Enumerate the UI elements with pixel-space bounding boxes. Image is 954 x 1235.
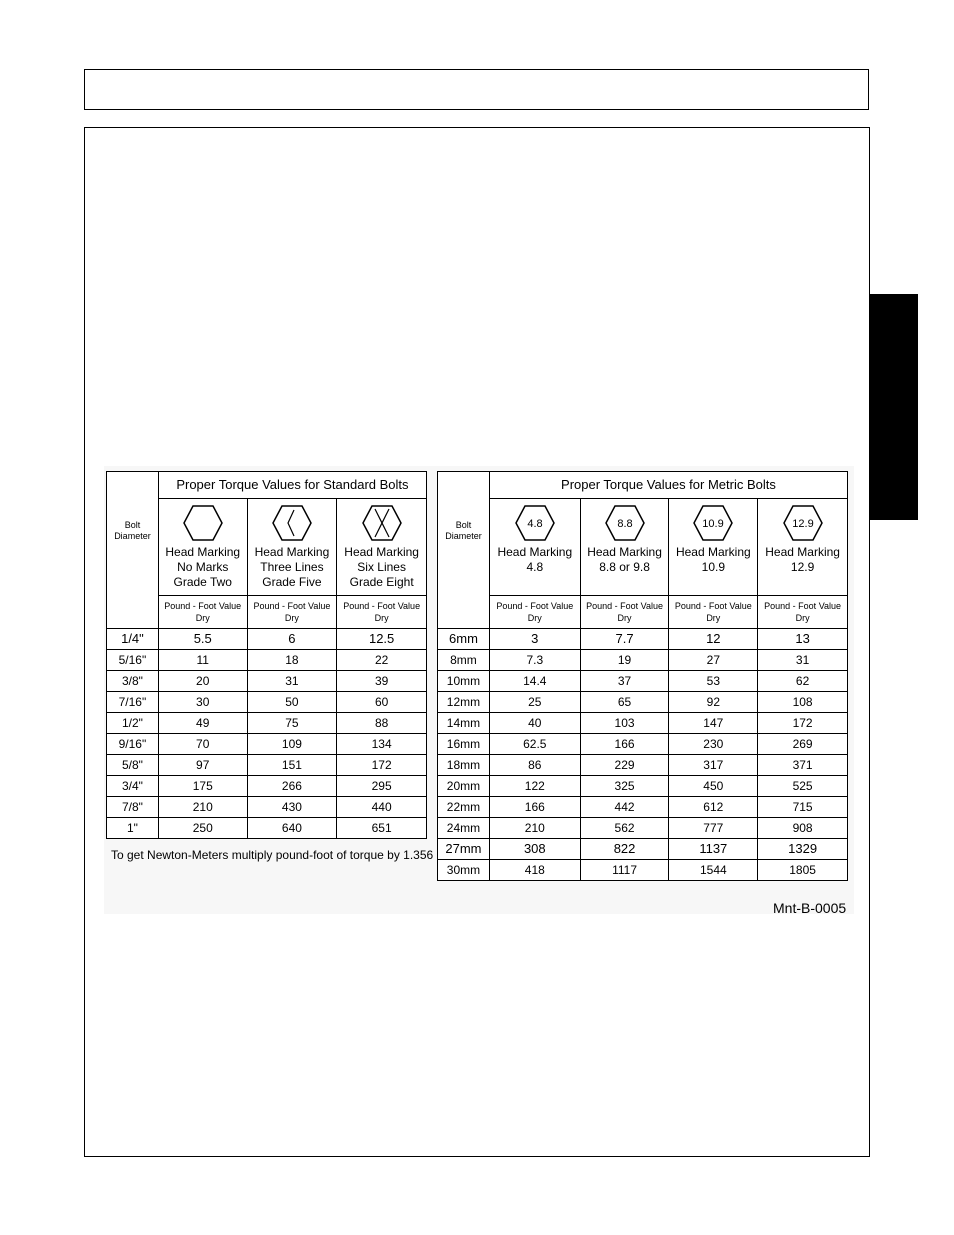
torque-value-cell: 53 — [669, 671, 758, 692]
bolt-size-cell: 1" — [107, 818, 159, 839]
standard-table-body — [107, 629, 427, 839]
torque-value-cell: 229 — [580, 755, 669, 776]
standard-torque-table — [106, 471, 427, 839]
torque-value-cell: 640 — [247, 818, 337, 839]
metric-marking-line: Head Marking — [765, 545, 840, 559]
metric-unit-line: Pound - Foot Value — [586, 601, 663, 611]
torque-value-cell: 20 — [158, 671, 247, 692]
hex-grade-label: 8.8 — [616, 518, 633, 530]
torque-value-cell: 1329 — [758, 839, 848, 860]
torque-value-cell: 7.3 — [489, 650, 580, 671]
torque-value-cell: 60 — [337, 692, 427, 713]
torque-value-cell: 134 — [337, 734, 427, 755]
table-row — [107, 797, 427, 818]
grade-eight-marking: Head Marking Six Lines Grade Eight — [337, 499, 427, 596]
torque-value-cell: 172 — [758, 713, 848, 734]
metric-grade-marking — [489, 499, 580, 596]
table-row — [107, 692, 427, 713]
torque-value-cell: 172 — [337, 755, 427, 776]
grade-five-unit: Pound - Foot Value Dry — [247, 596, 337, 629]
metric-grade-marking — [758, 499, 848, 596]
torque-value-cell: 418 — [489, 860, 580, 881]
torque-value-cell: 777 — [669, 818, 758, 839]
metric-grade-marking — [580, 499, 669, 596]
metric-table-body — [438, 629, 848, 881]
torque-value-cell: 612 — [669, 797, 758, 818]
figure-id: Mnt-B-0005 — [773, 900, 847, 916]
table-row — [107, 734, 427, 755]
torque-value-cell: 65 — [580, 692, 669, 713]
torque-value-cell: 11 — [158, 650, 247, 671]
bolt-size-cell: 5/16" — [107, 650, 159, 671]
torque-value-cell: 108 — [758, 692, 848, 713]
bolt-size-cell: 12mm — [438, 692, 490, 713]
torque-value-cell: 715 — [758, 797, 848, 818]
torque-value-cell: 230 — [669, 734, 758, 755]
torque-value-cell: 210 — [158, 797, 247, 818]
metric-marking-line: Head Marking — [587, 545, 662, 559]
standard-table-title: Proper Torque Values for Standard Bolts — [158, 472, 426, 499]
metric-grade-unit — [669, 596, 758, 629]
metric-marking-line: 4.8 — [526, 560, 544, 574]
bolt-size-cell: 3/8" — [107, 671, 159, 692]
torque-value-cell: 12 — [669, 629, 758, 650]
torque-value-cell: 31 — [758, 650, 848, 671]
bolt-size-cell: 1/2" — [107, 713, 159, 734]
torque-value-cell: 210 — [489, 818, 580, 839]
table-row — [438, 650, 848, 671]
metric-unit-line: Pound - Foot Value — [496, 601, 574, 611]
torque-value-cell: 39 — [337, 671, 427, 692]
table-row — [107, 713, 427, 734]
torque-value-cell: 430 — [247, 797, 337, 818]
torque-value-cell: 19 — [580, 650, 669, 671]
torque-value-cell: 27 — [669, 650, 758, 671]
bolt-size-cell: 24mm — [438, 818, 490, 839]
torque-value-cell: 525 — [758, 776, 848, 797]
metric-marking-line: 8.8 or 9.8 — [599, 560, 650, 574]
metric-unit-line: Pound - Foot Value — [764, 601, 842, 611]
metric-unit-line: Pound - Foot Value — [674, 601, 752, 611]
torque-value-cell: 103 — [580, 713, 669, 734]
grade-two-marking: Head Marking No Marks Grade Two — [158, 499, 247, 596]
torque-value-cell: 25 — [489, 692, 580, 713]
torque-value-cell: 147 — [669, 713, 758, 734]
torque-value-cell: 70 — [158, 734, 247, 755]
hex-grade-icon — [693, 505, 733, 541]
torque-value-cell: 109 — [247, 734, 337, 755]
grade-two-unit: Pound - Foot Value Dry — [158, 596, 247, 629]
table-row — [438, 797, 848, 818]
torque-value-cell: 31 — [247, 671, 337, 692]
bolt-diameter-header: Bolt Diameter — [107, 472, 159, 629]
torque-value-cell: 1805 — [758, 860, 848, 881]
torque-value-cell: 325 — [580, 776, 669, 797]
torque-value-cell: 3 — [489, 629, 580, 650]
metric-unit-line: Dry — [795, 613, 810, 623]
torque-value-cell: 269 — [758, 734, 848, 755]
torque-value-cell: 266 — [247, 776, 337, 797]
hex-grade-icon — [605, 505, 645, 541]
table-row — [438, 860, 848, 881]
metric-grade-marking — [669, 499, 758, 596]
metric-grade-unit — [489, 596, 580, 629]
torque-value-cell: 908 — [758, 818, 848, 839]
hex-grade-label: 10.9 — [702, 518, 725, 530]
torque-value-cell: 317 — [669, 755, 758, 776]
hex-six-lines-icon — [362, 505, 402, 541]
torque-value-cell: 49 — [158, 713, 247, 734]
table-row — [438, 776, 848, 797]
torque-value-cell: 1117 — [580, 860, 669, 881]
section-side-tab — [869, 294, 918, 520]
table-row — [438, 755, 848, 776]
bolt-size-cell: 18mm — [438, 755, 490, 776]
hex-grade-label: 12.9 — [791, 518, 814, 530]
bolt-size-cell: 6mm — [438, 629, 490, 650]
torque-value-cell: 37 — [580, 671, 669, 692]
table-row — [438, 818, 848, 839]
torque-value-cell: 442 — [580, 797, 669, 818]
bolt-size-cell: 27mm — [438, 839, 490, 860]
grade-eight-unit: Pound - Foot Value Dry — [337, 596, 427, 629]
bolt-size-cell: 5/8" — [107, 755, 159, 776]
metric-table-title: Proper Torque Values for Metric Bolts — [489, 472, 847, 499]
bolt-size-cell: 9/16" — [107, 734, 159, 755]
table-row — [107, 818, 427, 839]
hex-no-marks-icon — [183, 505, 223, 541]
torque-value-cell: 1544 — [669, 860, 758, 881]
torque-value-cell: 651 — [337, 818, 427, 839]
torque-value-cell: 13 — [758, 629, 848, 650]
newton-meter-note: To get Newton-Meters multiply pound-foot of torque by 1.356 — [111, 848, 434, 862]
metric-marking-line: 12.9 — [790, 560, 815, 574]
table-row — [438, 692, 848, 713]
torque-value-cell: 18 — [247, 650, 337, 671]
torque-value-cell: 50 — [247, 692, 337, 713]
torque-value-cell: 295 — [337, 776, 427, 797]
hex-three-lines-icon — [272, 505, 312, 541]
torque-value-cell: 75 — [247, 713, 337, 734]
torque-value-cell: 97 — [158, 755, 247, 776]
bolt-size-cell: 22mm — [438, 797, 490, 818]
table-row — [438, 734, 848, 755]
torque-value-cell: 166 — [580, 734, 669, 755]
hex-grade-icon — [515, 505, 555, 541]
bolt-size-cell: 20mm — [438, 776, 490, 797]
metric-marking-line: Head Marking — [675, 545, 751, 559]
torque-value-cell: 151 — [247, 755, 337, 776]
torque-value-cell: 92 — [669, 692, 758, 713]
torque-value-cell: 308 — [489, 839, 580, 860]
torque-value-cell: 440 — [337, 797, 427, 818]
table-row — [107, 671, 427, 692]
torque-value-cell: 88 — [337, 713, 427, 734]
hex-grade-icon — [783, 505, 823, 541]
torque-value-cell: 166 — [489, 797, 580, 818]
table-row — [107, 650, 427, 671]
torque-value-cell: 1137 — [669, 839, 758, 860]
torque-value-cell: 5.5 — [158, 629, 247, 650]
bolt-size-cell: 7/8" — [107, 797, 159, 818]
bolt-size-cell: 7/16" — [107, 692, 159, 713]
torque-value-cell: 250 — [158, 818, 247, 839]
bolt-size-cell: 1/4" — [107, 629, 159, 650]
torque-value-cell: 14.4 — [489, 671, 580, 692]
metric-unit-line: Dry — [527, 613, 542, 623]
torque-value-cell: 62.5 — [489, 734, 580, 755]
torque-value-cell: 175 — [158, 776, 247, 797]
bolt-size-cell: 10mm — [438, 671, 490, 692]
torque-value-cell: 40 — [489, 713, 580, 734]
table-row — [107, 755, 427, 776]
torque-value-cell: 6 — [247, 629, 337, 650]
header-box — [84, 69, 869, 110]
metric-grade-unit — [758, 596, 848, 629]
torque-value-cell: 62 — [758, 671, 848, 692]
metric-bolt-diameter-header: Bolt Diameter — [438, 472, 490, 629]
torque-value-cell: 562 — [580, 818, 669, 839]
metric-grade-unit — [580, 596, 669, 629]
table-row — [438, 839, 848, 860]
bolt-size-cell: 30mm — [438, 860, 490, 881]
table-row — [107, 776, 427, 797]
torque-value-cell: 371 — [758, 755, 848, 776]
table-row — [107, 629, 427, 650]
hex-grade-label: 4.8 — [527, 518, 543, 530]
torque-value-cell: 7.7 — [580, 629, 669, 650]
bolt-size-cell: 14mm — [438, 713, 490, 734]
grade-five-marking: Head Marking Three Lines Grade Five — [247, 499, 337, 596]
metric-unit-line: Dry — [617, 613, 632, 623]
torque-value-cell: 12.5 — [337, 629, 427, 650]
table-row — [438, 671, 848, 692]
table-row — [438, 713, 848, 734]
torque-value-cell: 22 — [337, 650, 427, 671]
metric-torque-table — [437, 471, 848, 881]
torque-value-cell: 450 — [669, 776, 758, 797]
metric-marking-line: Head Marking — [497, 545, 573, 559]
torque-value-cell: 122 — [489, 776, 580, 797]
bolt-size-cell: 3/4" — [107, 776, 159, 797]
torque-value-cell: 30 — [158, 692, 247, 713]
torque-value-cell: 822 — [580, 839, 669, 860]
bolt-size-cell: 16mm — [438, 734, 490, 755]
table-row — [438, 629, 848, 650]
metric-marking-line: 10.9 — [701, 560, 725, 574]
bolt-size-cell: 8mm — [438, 650, 490, 671]
metric-unit-line: Dry — [706, 613, 721, 623]
torque-value-cell: 86 — [489, 755, 580, 776]
